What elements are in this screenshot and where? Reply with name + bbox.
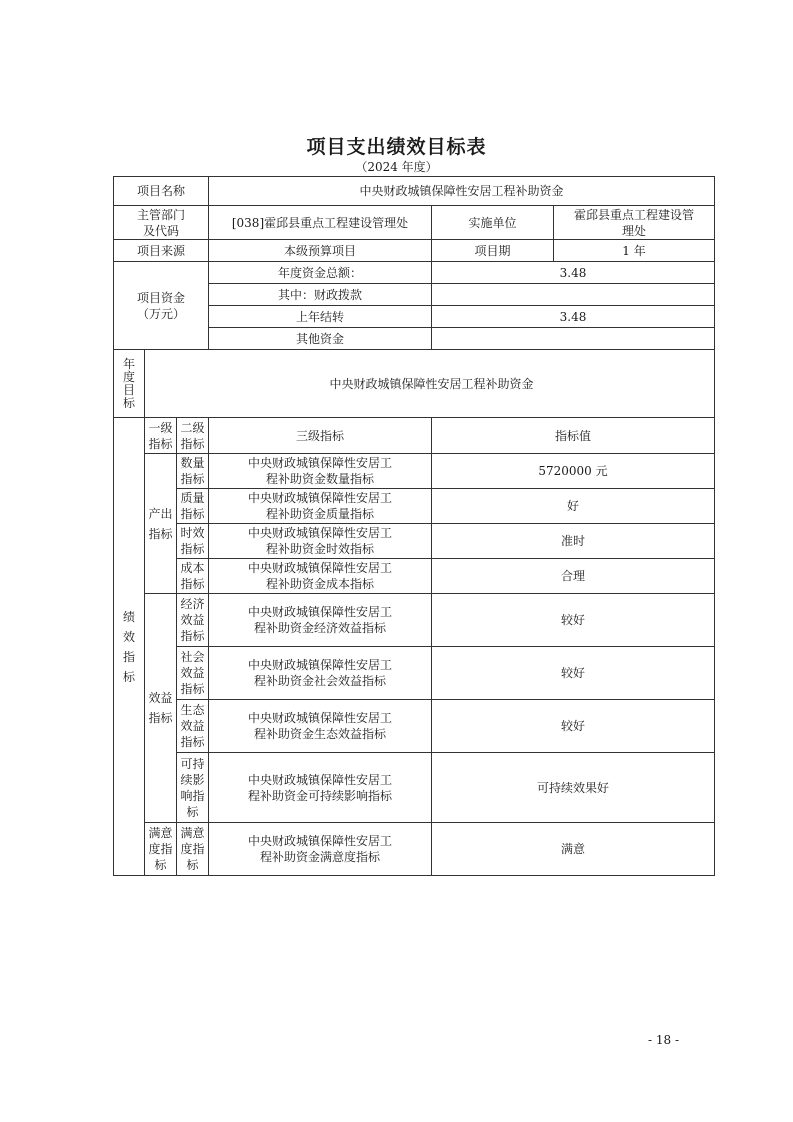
page-title: 项目支出绩效目标表 [306,136,487,158]
output-l2-quantity: 数量 指标 [177,454,209,489]
funds-label: 项目资金 （万元） [114,262,209,350]
satisfaction-l2: 满意 度指 标 [177,823,209,876]
benefit-indicator-label: 效益 指标 [145,594,177,823]
benefit-l3-sustainable: 中央财政城镇保障性安居工 程补助资金可持续影响指标 [209,753,432,823]
output-value-quantity: 5720000 元 [432,454,715,489]
output-l3-quantity: 中央财政城镇保障性安居工 程补助资金数量指标 [209,454,432,489]
project-name-value: 中央财政城镇保障性安居工程补助资金 [209,177,715,206]
performance-target-table [113,176,715,876]
col-level1-header: 一级 指标 [145,418,177,454]
benefit-l2-social: 社会 效益 指标 [177,647,209,700]
dept-label: 主管部门 及代码 [114,206,209,240]
col-value-header: 指标值 [432,418,715,454]
funds-fiscal-value [432,284,715,306]
col-level2-header: 二级 指标 [177,418,209,454]
funds-total-label: 年度资金总额： [209,262,432,284]
impl-unit-value: 霍邱县重点工程建设管 理处 [554,206,715,240]
benefit-l3-social: 中央财政城镇保障性安居工 程补助资金社会效益指标 [209,647,432,700]
output-value-quality: 好 [432,489,715,524]
output-value-timeliness: 准时 [432,524,715,559]
funds-carryover-value: 3.48 [432,306,715,328]
source-value: 本级预算项目 [209,240,432,262]
funds-total-value: 3.48 [432,262,715,284]
benefit-l3-economic: 中央财政城镇保障性安居工 程补助资金经济效益指标 [209,594,432,647]
output-l2-cost: 成本 指标 [177,559,209,594]
output-indicator-label: 产出 指标 [145,454,177,594]
impl-unit-label: 实施单位 [432,206,554,240]
perf-indicator-label: 绩 效 指 标 [114,418,145,876]
col-level3-header: 三级指标 [209,418,432,454]
annual-goal-label: 年 度 目 标 [114,350,145,418]
source-label: 项目来源 [114,240,209,262]
page-number: - 18 - [648,1033,680,1047]
project-name-label: 项目名称 [114,177,209,206]
fiscal-year: （2024 年度） [355,160,438,174]
funds-fiscal-label: 其中：财政拨款 [209,284,432,306]
output-value-cost: 合理 [432,559,715,594]
satisfaction-value: 满意 [432,823,715,876]
dept-value: [038]霍邱县重点工程建设管理处 [209,206,432,240]
benefit-value-ecological: 较好 [432,700,715,753]
benefit-l3-ecological: 中央财政城镇保障性安居工 程补助资金生态效益指标 [209,700,432,753]
output-l2-quality: 质量 指标 [177,489,209,524]
satisfaction-indicator-label: 满意 度指 标 [145,823,177,876]
satisfaction-l3: 中央财政城镇保障性安居工 程补助资金满意度指标 [209,823,432,876]
output-l3-timeliness: 中央财政城镇保障性安居工 程补助资金时效指标 [209,524,432,559]
benefit-value-sustainable: 可持续效果好 [432,753,715,823]
funds-carryover-label: 上年结转 [209,306,432,328]
output-l3-cost: 中央财政城镇保障性安居工 程补助资金成本指标 [209,559,432,594]
benefit-l2-economic: 经济 效益 指标 [177,594,209,647]
benefit-l2-ecological: 生态 效益 指标 [177,700,209,753]
output-l2-timeliness: 时效 指标 [177,524,209,559]
output-l3-quality: 中央财政城镇保障性安居工 程补助资金质量指标 [209,489,432,524]
annual-goal-text: 中央财政城镇保障性安居工程补助资金 [145,350,715,418]
period-label: 项目期 [432,240,554,262]
period-value: 1 年 [554,240,715,262]
benefit-value-social: 较好 [432,647,715,700]
benefit-value-economic: 较好 [432,594,715,647]
benefit-l2-sustainable: 可持 续影 响指 标 [177,753,209,823]
funds-other-label: 其他资金 [209,328,432,350]
funds-other-value [432,328,715,350]
